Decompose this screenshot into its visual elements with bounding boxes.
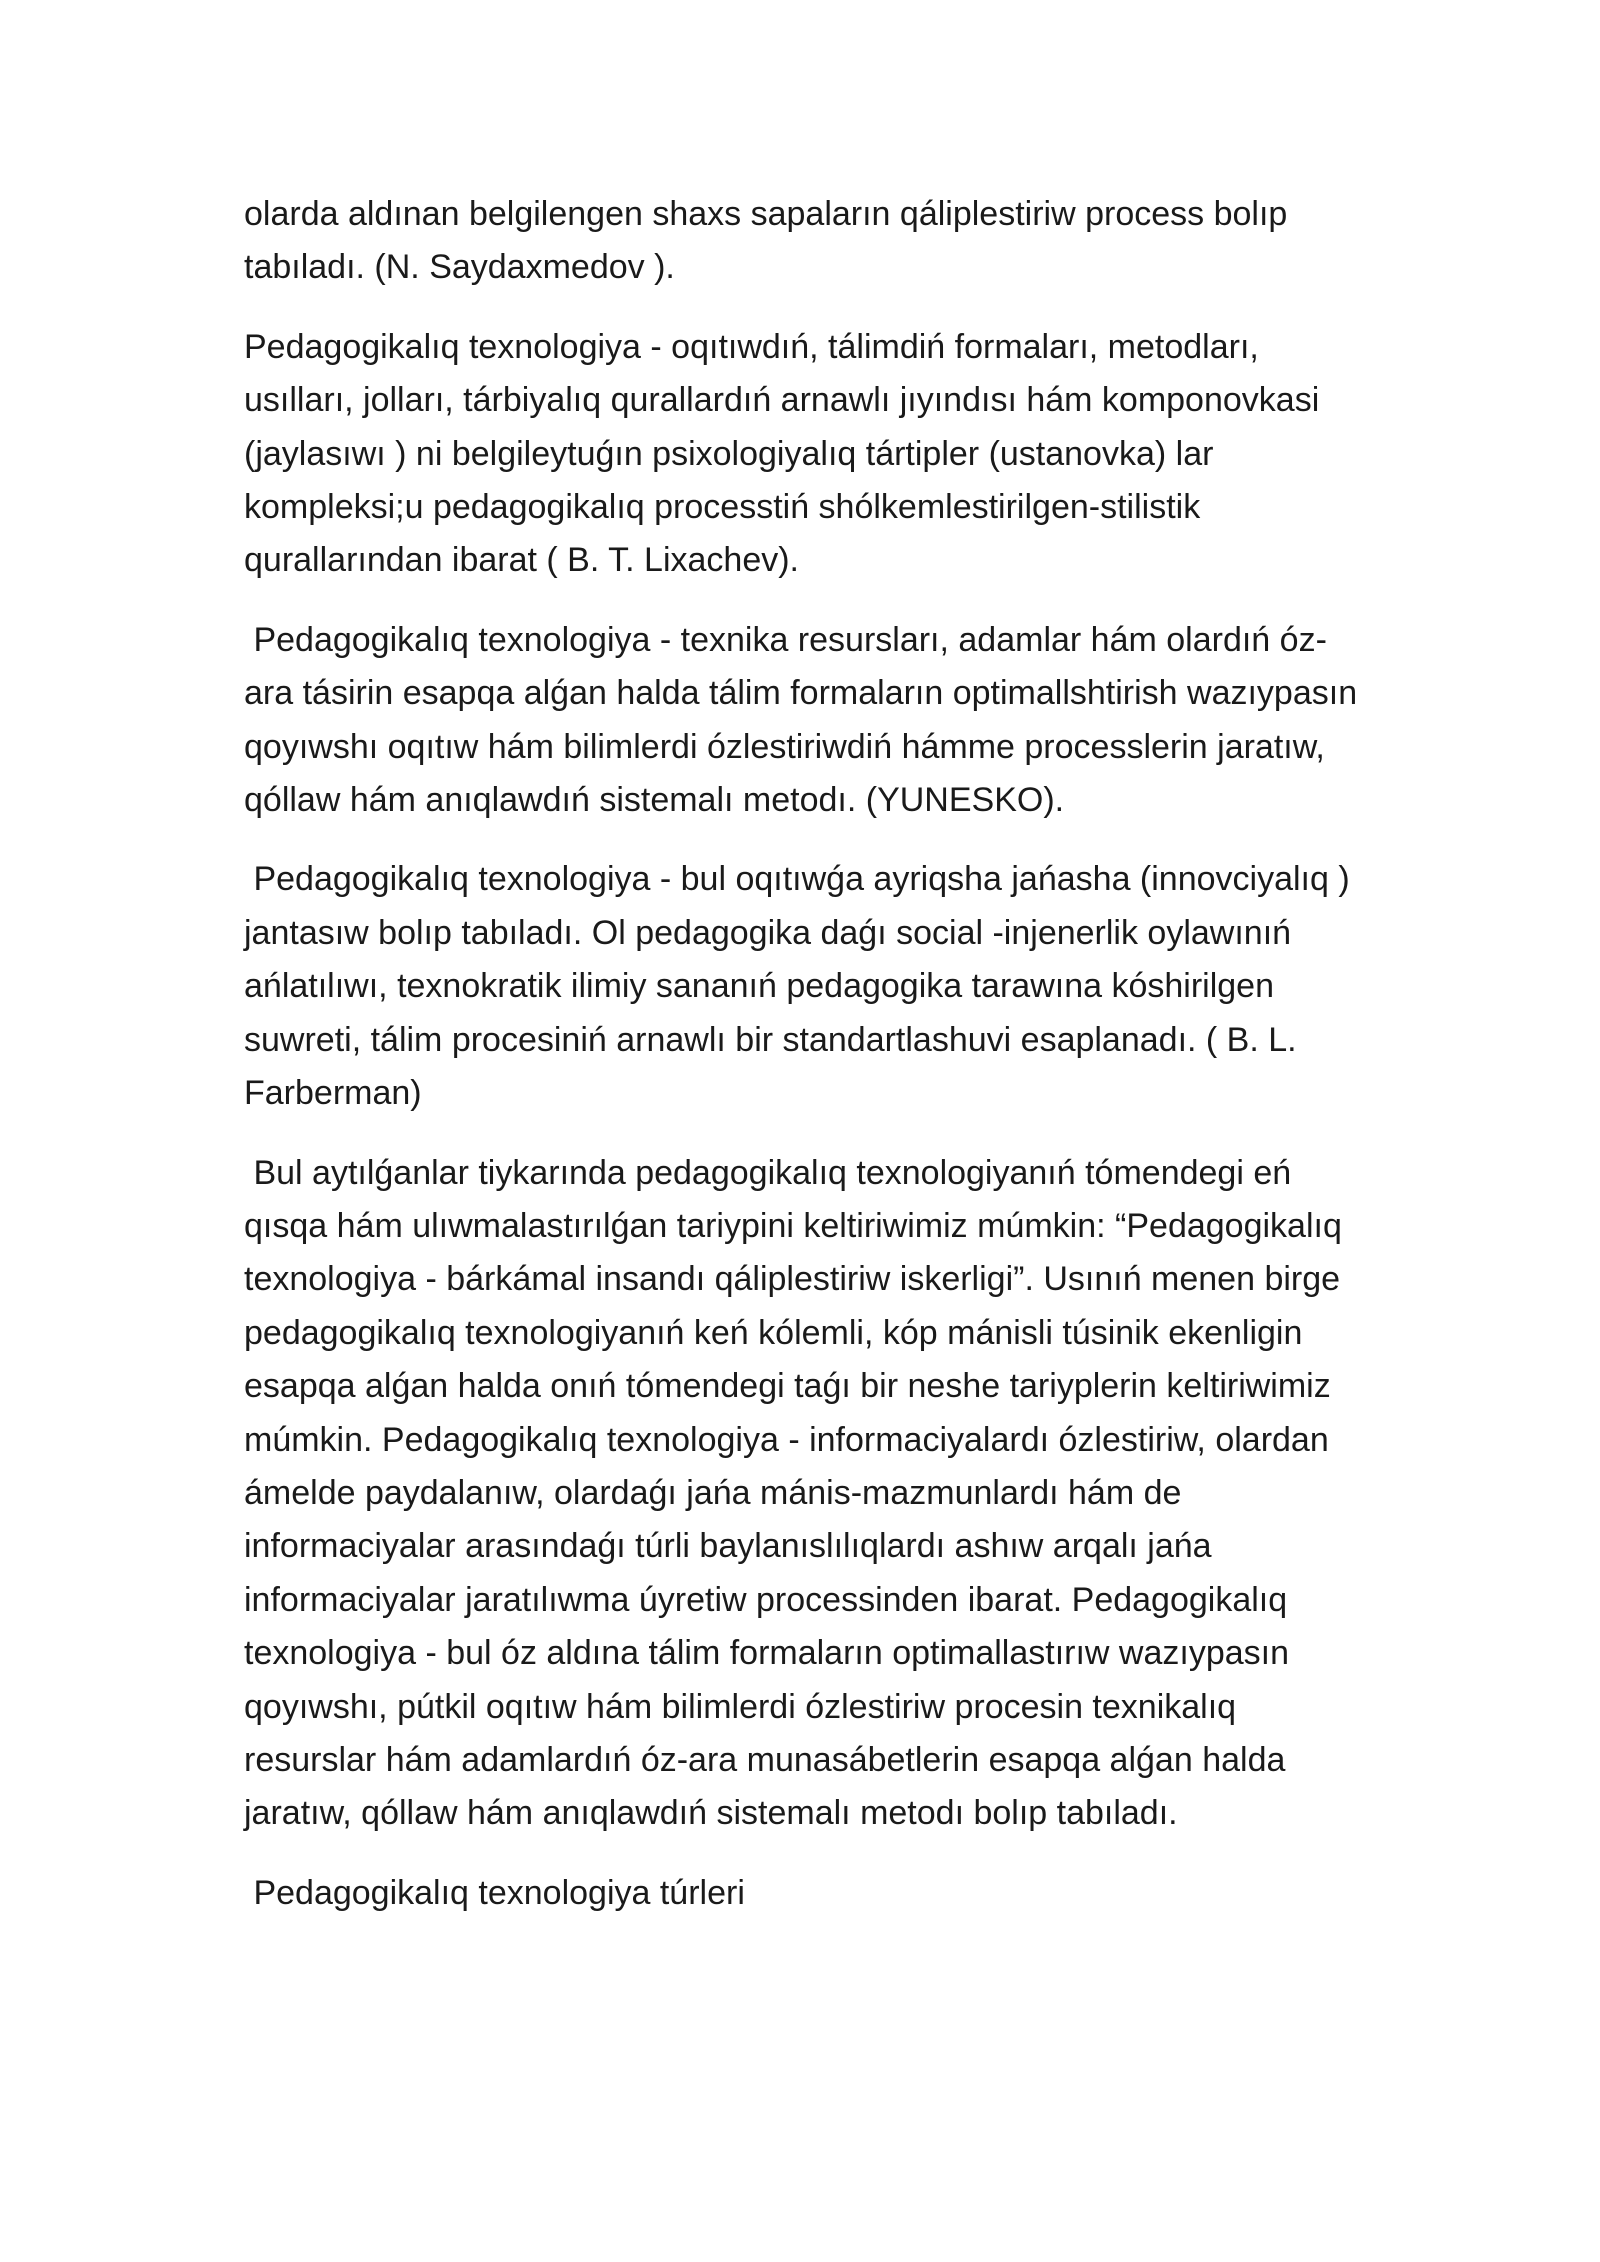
- paragraph-summary-definitions: Bul aytılǵanlar tiykarında pedagogikalıq texnologiyanıń tómendegi eń qısqa hám ulıwmalastırılǵan tariypini keltiriwimiz múmkin: “Pedagogikalıq texnologiya - bárkámal insandı qáliplestiriw iskerligi”. Usınıń menen birge pedagogikalıq texnologiyanıń keń kólemli, kóp mánisli túsinik ekenligin esapqa alǵan halda onıń tómendegi taǵı bir neshe tariyplerin keltiriwimiz múmkin. Pedagogikalıq texnologiya - informaciyalardı ózlestiriw, olardan ámelde paydalanıw, olardaǵı jańa mánis-mazmunlardı hám de informaciyalar arasındaǵı túrli baylanıslılıqlardı ashıw arqalı jańa informaciyalar jaratılıwma úyretiw processinden ibarat. Pedagogikalıq texnologiya - bul óz aldına tálim formaların optimallastırıw wazıypasın qoyıwshı, pútkil oqıtıw hám bilimlerdi ózlestiriw procesin texnikalıq resurslar hám adamlardıń óz-ara munasábetlerin esapqa alǵan halda jaratıw, qóllaw hám anıqlawdıń sistemalı metodı bolıp tabıladı.: [244, 1153, 1352, 1833]
- paragraph-definition-farberman: Pedagogikalıq texnologiya - bul oqıtıwǵa ayriqsha jańasha (innovciyalıq ) jantasıw bolıp tabıladı. Ol pedagogika daǵı social -injenerlik oylawınıń ańlatılıwı, texnokratik ilimiy sananıń pedagogika tarawına kóshirilgen suwreti, tálim procesiniń arnawlı bir standartlashuvi esaplanadı. ( B. L. Farberman): [244, 860, 1360, 1113]
- section-heading-types: Pedagogikalıq texnologiya túrleri: [244, 1873, 745, 1912]
- paragraph-definition-lixachev: Pedagogikalıq texnologiya - oqıtıwdıń, tálimdiń formaları, metodları, usılları, jolları, tárbiyalıq qurallardıń arnawlı jıyındısı hám komponovkasi (jaylasıwı ) ni belgileytuǵın psixologiyalıq tártipler (ustanovka) lar kompleksi;u pedagogikalıq processtiń shólkemlestirilgen-stilistik qurallarından ibarat ( B. T. Lixachev).: [244, 327, 1329, 580]
- document-page: [244, 188, 1374, 1946]
- paragraph-definition-saydaxmedov: olarda aldınan belgilengen shaxs sapaların qáliplestiriw process bolıp tabıladı. (N. Saydaxmedov ).: [244, 195, 1297, 287]
- paragraph-definition-yunesko: Pedagogikalıq texnologiya - texnika resursları, adamlar hám olardıń óz-ara tásirin esapqa alǵan halda tálim formaların optimallshtirish wazıypasın qoyıwshı oqıtıw hám bilimlerdi ózlestiriwdiń hámme processlerin jaratıw, qóllaw hám anıqlawdıń sistemalı metodı. (YUNESKO).: [244, 620, 1367, 820]
